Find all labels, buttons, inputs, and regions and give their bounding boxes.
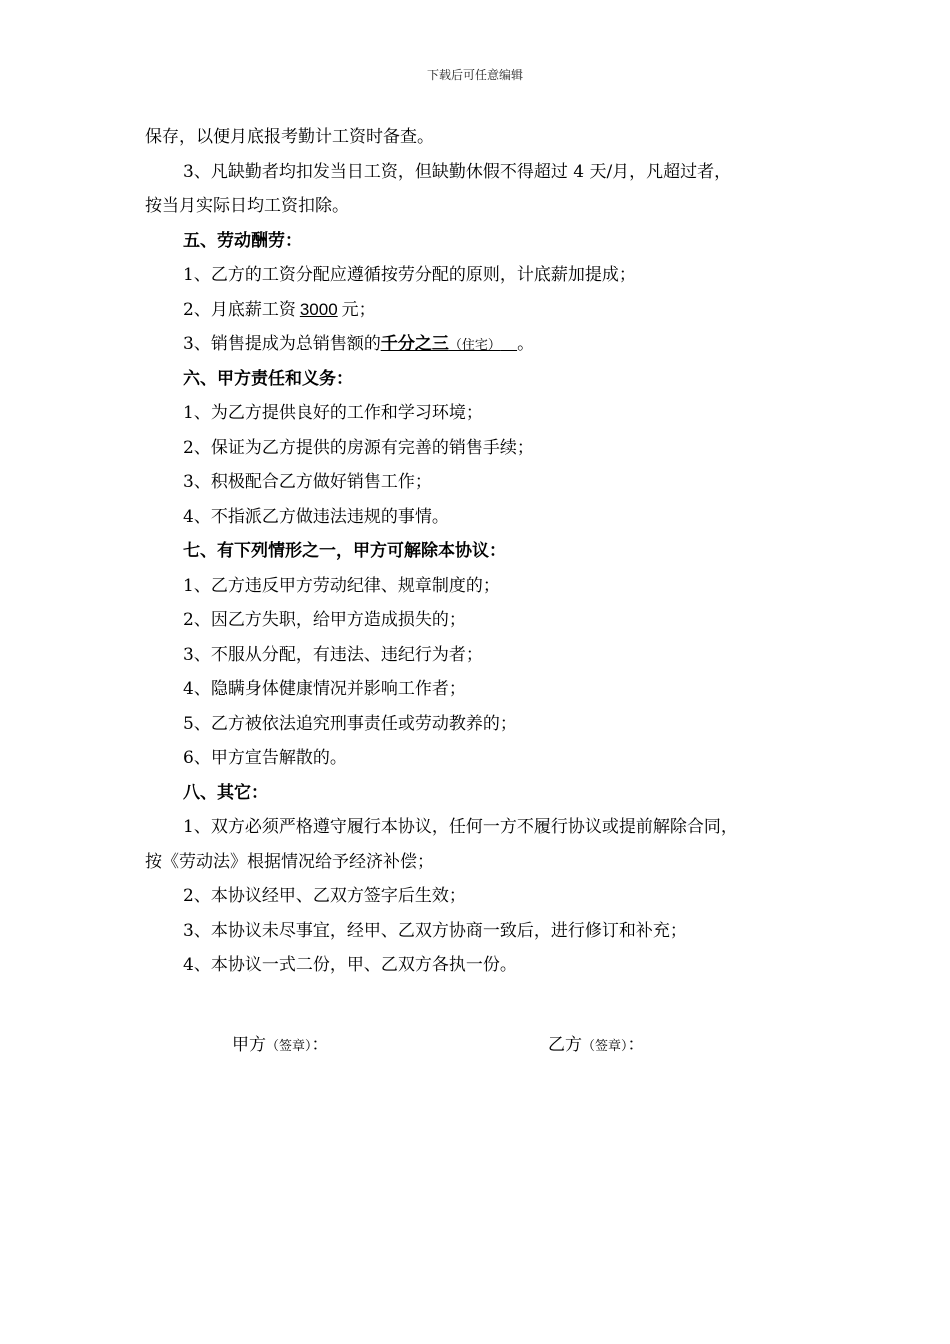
clause-7-5: 5、乙方被依法追究刑事责任或劳动教养的； [183,713,517,734]
clause-8-3: 3、本协议未尽事宜，经甲、乙双方协商一致后，进行修订和补充； [183,920,687,941]
clause-7-3: 3、不服从分配，有违法、违纪行为者； [183,644,483,665]
clause-5-2-prefix: 2、月底薪工资 [183,299,296,320]
clause-6-2: 2、保证为乙方提供的房源有完善的销售手续； [183,437,534,458]
clause-6-1: 1、为乙方提供良好的工作和学习环境； [183,403,483,423]
clause-7-6: 6、甲方宣告解散的。 [183,748,347,768]
clause-7-1: 1、乙方违反甲方劳动纪律、规章制度的； [183,575,500,596]
clause-7-4: 4、隐瞒身体健康情况并影响工作者； [183,679,466,699]
clause-5-2-suffix: 元； [341,299,376,320]
party-a-label: 甲方 [232,1035,266,1055]
clause-7-2: 2、因乙方失职，给甲方造成损失的； [183,610,466,630]
party-b-colon: ： [627,1035,645,1055]
commission-rate-field [381,334,517,354]
party-b-seal-note: （签章） [582,1039,628,1054]
document-body [145,120,810,983]
section-heading-5: 五、劳动酬劳： [183,230,302,251]
party-a-signature [232,1030,329,1055]
header-note: 下载后可任意编辑 [426,68,523,82]
clause-5-3-suffix: 。 [517,334,535,354]
party-a-colon: ： [311,1035,329,1055]
section-heading-8: 八、其它： [183,782,268,803]
clause-5-2 [145,293,810,328]
clause-5-3-prefix: 3、销售提成为总销售额的 [183,334,381,354]
clause-6-4: 4、不指派乙方做违法违规的事情。 [183,506,449,527]
signature-row [0,1030,950,1060]
clause-6-3: 3、积极配合乙方做好销售工作； [183,472,432,492]
clause-8-1-continued: 按《劳动法》根据情况给予经济补偿； [145,851,434,872]
party-b-label: 乙方 [548,1035,582,1055]
paragraph-line: 3、凡缺勤者均扣发当日工资，但缺勤休假不得超过 4 天/月，凡超过者， [183,161,732,182]
paragraph-line: 保存，以便月底报考勤计工资时备查。 [145,127,434,147]
party-b-signature [548,1030,645,1055]
clause-8-1: 1、双方必须严格遵守履行本协议，任何一方不履行协议或提前解除合同， [183,817,738,837]
section-heading-7: 七、有下列情形之一，甲方可解除本协议： [183,541,506,561]
commission-rate-note: （住宅） [448,338,501,353]
clause-8-4: 4、本协议一式二份，甲、乙双方各执一份。 [183,955,517,975]
commission-rate-value: 千分之三 [380,334,449,354]
paragraph-line: 按当月实际日均工资扣除。 [145,196,349,216]
clause-5-3 [145,327,810,362]
base-salary-value: 3000 [299,299,338,319]
clause-5-1: 1、乙方的工资分配应遵循按劳分配的原则，计底薪加提成； [183,265,636,285]
party-a-seal-note: （签章） [266,1039,312,1054]
section-heading-6: 六、甲方责任和义务： [183,368,353,389]
clause-8-2: 2、本协议经甲、乙双方签字后生效； [183,886,466,906]
